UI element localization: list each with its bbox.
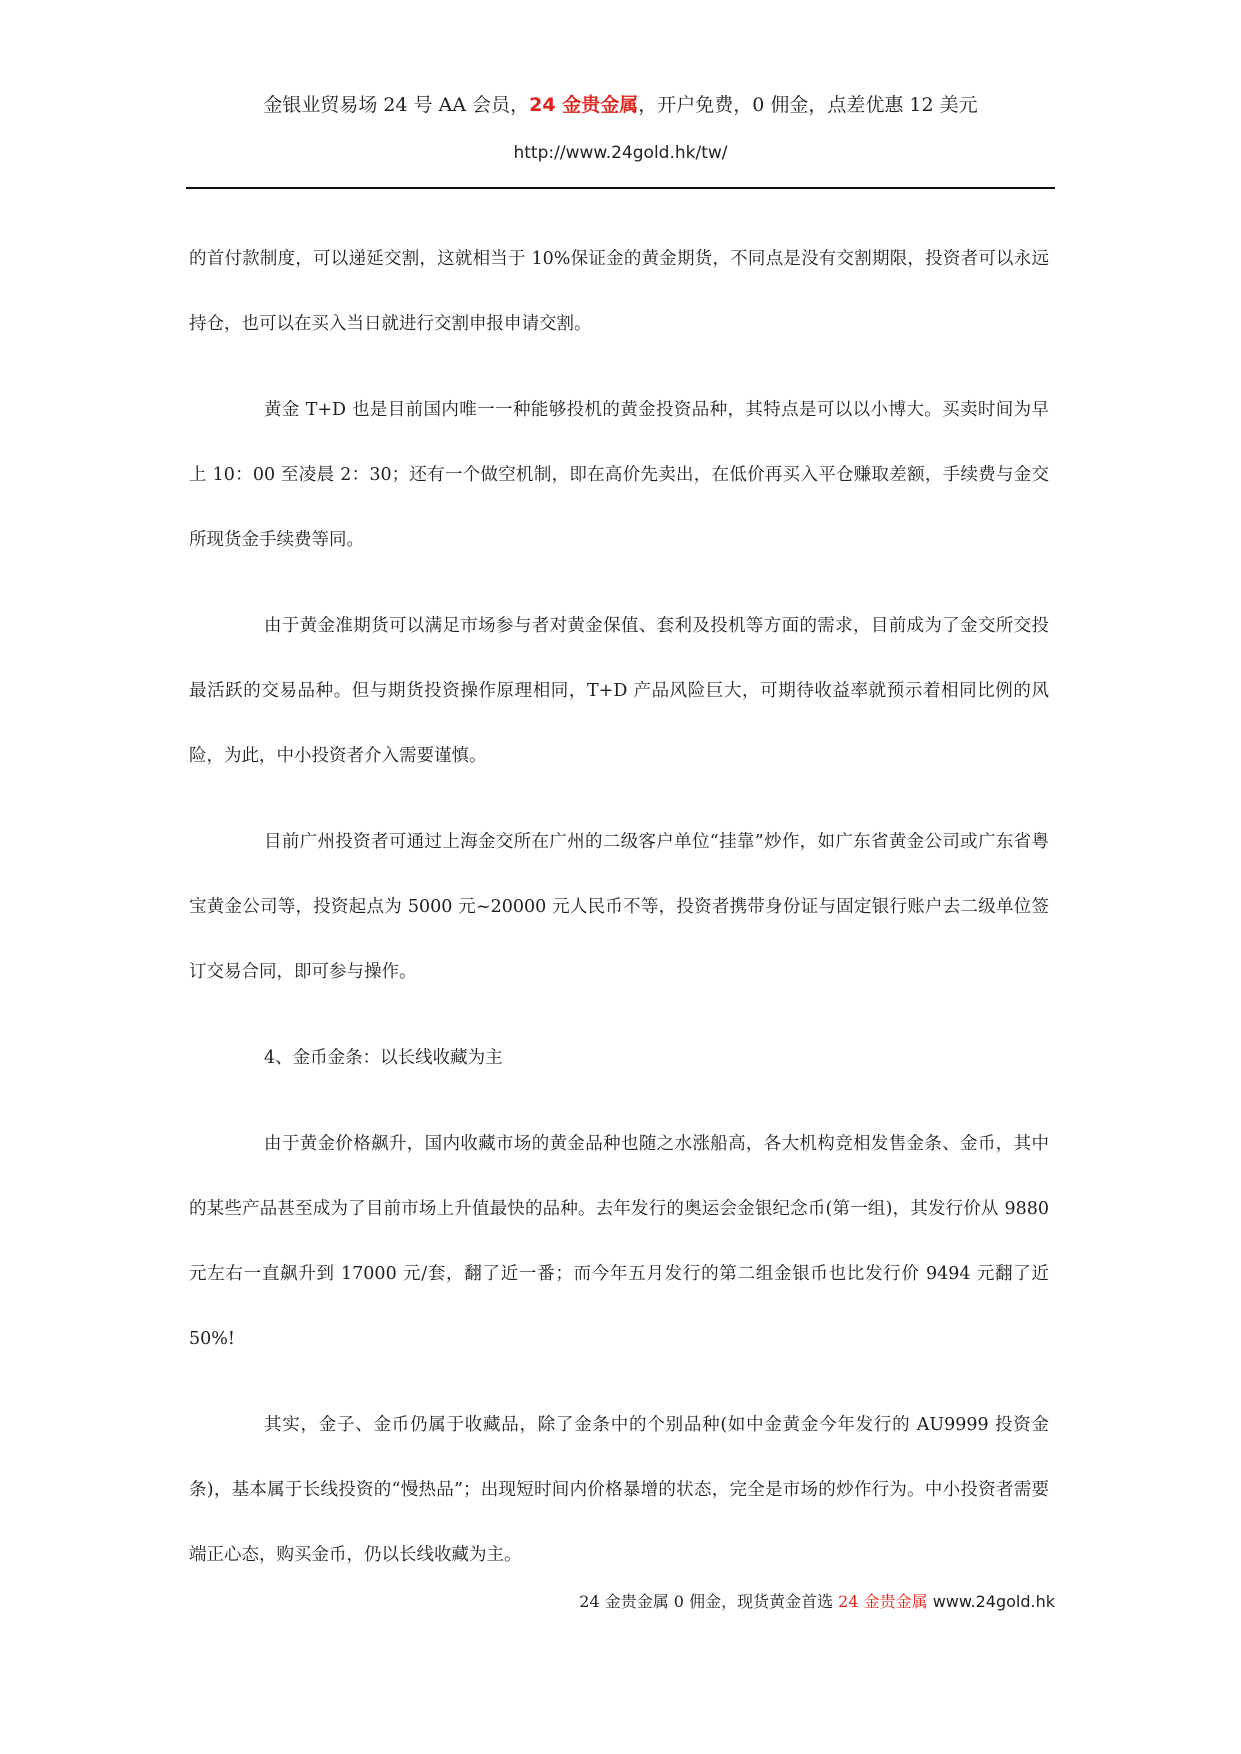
paragraph: 的首付款制度，可以递延交割，这就相当于 10%保证金的黄金期货，不同点是没有交割期限，投资者可以永远持仓，也可以在买入当日就进行交割申报申请交割。 [189, 249, 1049, 334]
footer-site-link[interactable]: www.24gold.hk [932, 1592, 1055, 1611]
footer-brand: 24 金贵金属 [838, 1592, 928, 1611]
header-prefix: 金银业贸易场 24 号 AA 会员， [263, 94, 530, 116]
document-body [189, 227, 1049, 1609]
header-brand: 24 金贵金属 [529, 94, 639, 116]
header-suffix: ，开户免费，0 佣金，点差优惠 12 美元 [638, 94, 978, 116]
paragraph: 其实，金子、金币仍属于收藏品，除了金条中的个别品种(如中金黄金今年发行的 AU9999 投资金条)，基本属于长线投资的“慢热品”；出现短时间内价格暴增的状态，完全是市场的炒作行为。中小投资者需要端正心态，购买金币，仍以长线收藏为主。 [189, 1415, 1049, 1565]
paragraph: 黄金 T+D 也是目前国内唯一一种能够投机的黄金投资品种，其特点是可以以小博大。买卖时间为早上 10：00 至凌晨 2：30；还有一个做空机制，即在高价先卖出，在低价再买入平仓赚取差额，手续费与金交所现货金手续费等同。 [189, 400, 1049, 550]
section-heading: 4、金币金条：以长线收藏为主 [264, 1048, 503, 1068]
header-divider [186, 187, 1055, 189]
paragraph: 由于黄金价格飙升，国内收藏市场的黄金品种也随之水涨船高，各大机构竞相发售金条、金币，其中的某些产品甚至成为了目前市场上升值最快的品种。去年发行的奥运会金银纪念币(第一组)，其发行价从 9880 元左右一直飙升到 17000 元/套，翻了近一番；而今年五月发行的第二组金银币也比发行价 9494 元翻了近 50%! [189, 1134, 1049, 1349]
paragraph: 目前广州投资者可通过上海金交所在广州的二级客户单位“挂靠”炒作，如广东省黄金公司或广东省粤宝黄金公司等，投资起点为 5000 元~20000 元人民币不等，投资者携带身份证与固定银行账户去二级单位签订交易合同，即可参与操作。 [189, 832, 1049, 982]
page-footer [560, 1589, 1055, 1612]
header-url[interactable]: http://www.24gold.hk/tw/ [513, 143, 728, 163]
page-header [0, 90, 1241, 117]
paragraph: 由于黄金准期货可以满足市场参与者对黄金保值、套利及投机等方面的需求，目前成为了金交所交投最活跃的交易品种。但与期货投资操作原理相同，T+D 产品风险巨大，可期待收益率就预示着相同比例的风险，为此，中小投资者介入需要谨慎。 [189, 616, 1049, 766]
footer-text: 24 金贵金属 0 佣金，现货黄金首选 [579, 1592, 834, 1611]
